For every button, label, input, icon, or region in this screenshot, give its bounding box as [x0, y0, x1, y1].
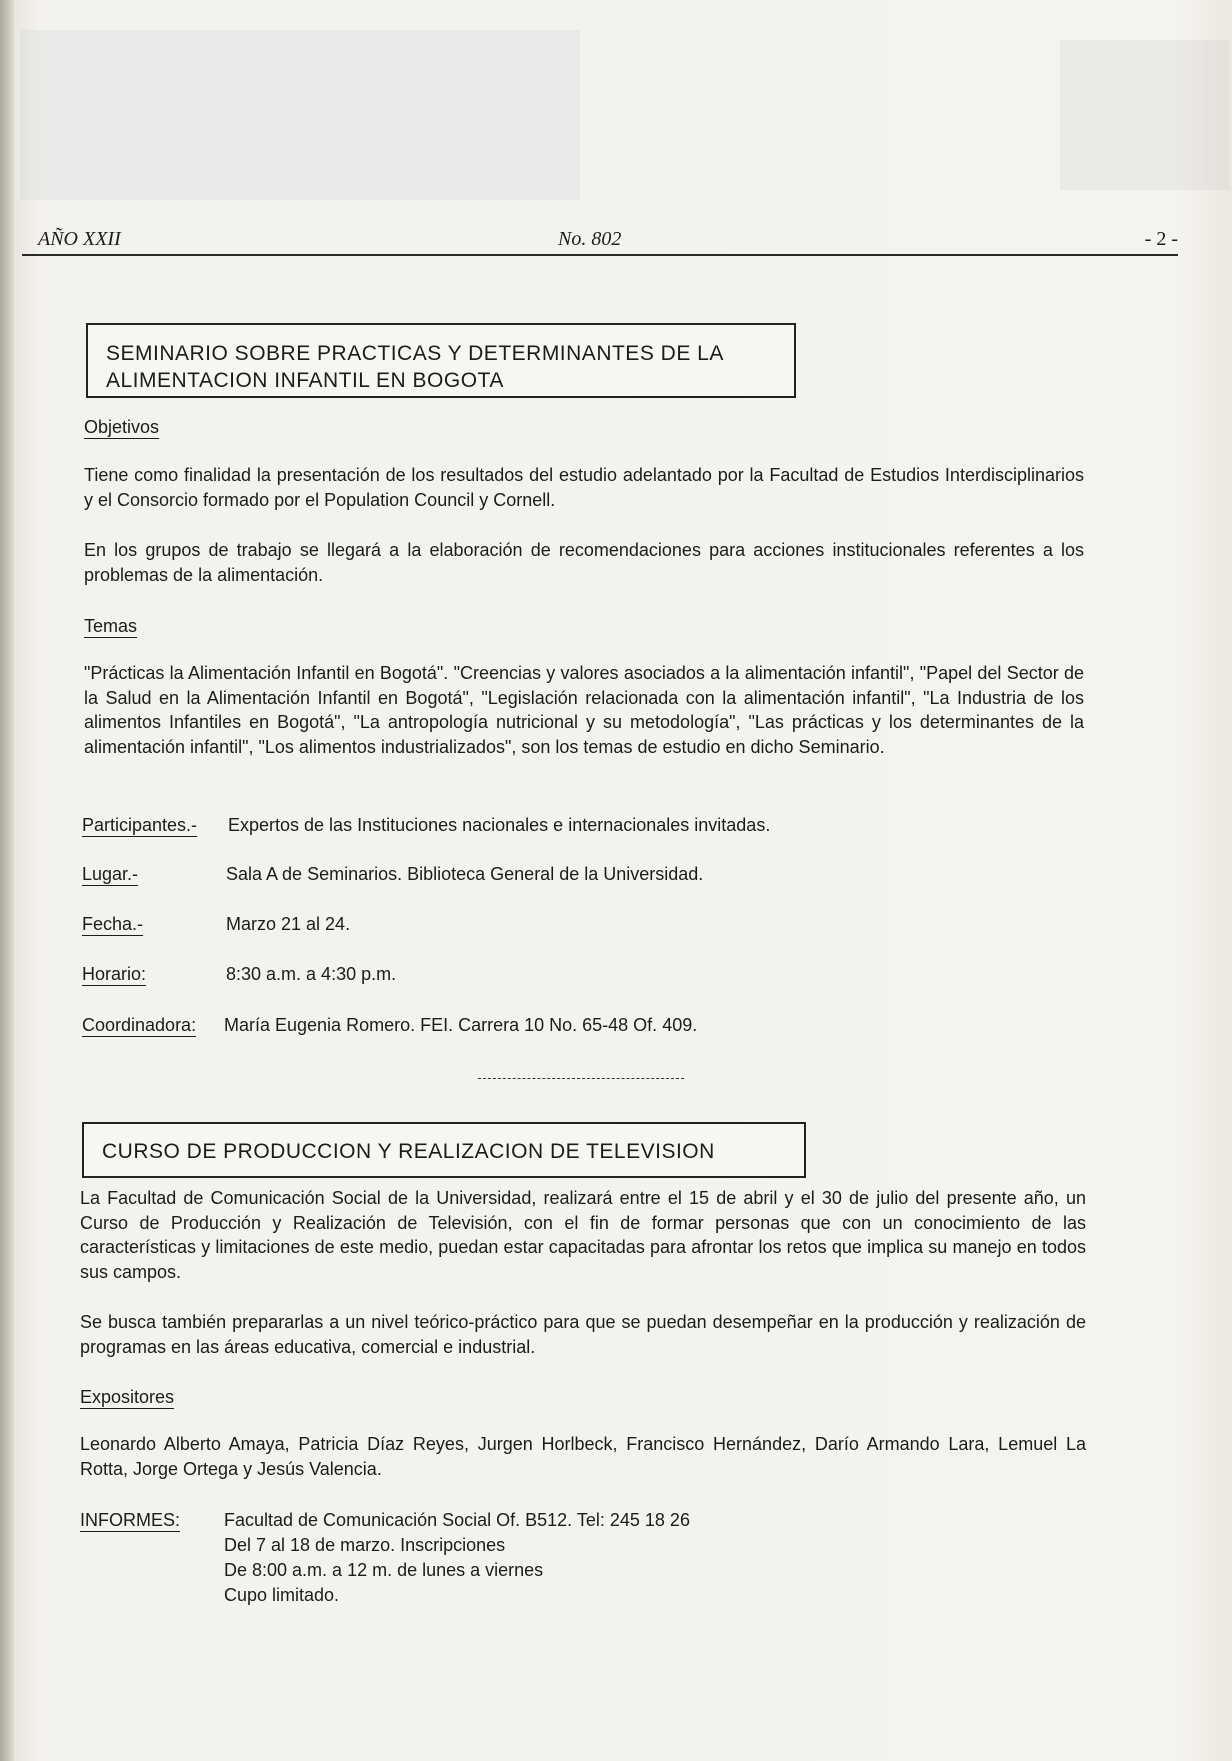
course-paragraph-2: Se busca también prepararlas a un nivel teórico-práctico para que se puedan desempeñar en la producción y realización de programas en las áreas educativa, comercial e industrial. [80, 1312, 1086, 1357]
header-rule [22, 254, 1178, 256]
themes-paragraph: "Prácticas la Alimentación Infantil en Bogotá". "Creencias y valores asociados a la alimentación infantil", "Papel del Sector de la Salud en la Alimentación Infantil en Bogotá", "Legislación relacionada con la alimentación infantil", "La Industria de los alimentos Infantiles en Bogotá", "La antropología nutricional y su metodología", "Las prácticas y los determinantes de la alimentación infantil", "Los alimentos industrializados", son los temas de estudio en dicho Seminario. [84, 663, 1084, 757]
schedule-label: Horario: [82, 964, 147, 984]
info-line-3: De 8:00 a.m. a 12 m. de lunes a viernes [224, 1560, 544, 1580]
bleed-through-shadow [20, 30, 580, 200]
page-number: - 2 - [1144, 228, 1178, 250]
schedule-value: 8:30 a.m. a 4:30 p.m. [226, 964, 397, 984]
info-line-4: Cupo limitado. [224, 1585, 340, 1605]
date-value: Marzo 21 al 24. [226, 914, 351, 934]
participants-label: Participantes.- [82, 815, 198, 835]
place-value: Sala A de Seminarios. Biblioteca General de la Universidad. [226, 864, 704, 884]
course-title-box [82, 1122, 806, 1178]
info-line-1: Facultad de Comunicación Social Of. B512. Tel: 245 18 26 [224, 1510, 690, 1530]
seminar-title-box [86, 323, 796, 398]
info-line-2: Del 7 al 18 de marzo. Inscripciones [224, 1535, 506, 1555]
seminar-title: SEMINARIO SOBRE PRACTICAS Y DETERMINANTES DE LA ALIMENTACION INFANTIL EN BOGOTA [106, 342, 723, 392]
info-label: INFORMES: [80, 1510, 181, 1530]
binding-edge [0, 0, 14, 1761]
issue-year: AÑO XXII [38, 228, 121, 250]
issue-number: No. 802 [558, 228, 622, 250]
course-title: CURSO DE PRODUCCION Y REALIZACION DE TELEVISION [102, 1140, 715, 1163]
themes-label: Temas [84, 616, 138, 636]
participants-value: Expertos de las Instituciones nacionales e internacionales invitadas. [228, 815, 771, 835]
place-label: Lugar.- [82, 864, 139, 884]
bleed-through-shadow [1060, 40, 1230, 190]
objectives-paragraph-2: En los grupos de trabajo se llegará a la elaboración de recomendaciones para acciones institucionales referentes a los problemas de la alimentación. [84, 540, 1084, 585]
date-label: Fecha.- [82, 914, 144, 934]
coordinator-label: Coordinadora: [82, 1015, 197, 1035]
objectives-paragraph-1: Tiene como finalidad la presentación de los resultados del estudio adelantado por la Facultad de Estudios Interdisciplinarios y el Consorcio formado por el Population Council y Cornell. [84, 465, 1084, 510]
speakers-label: Expositores [80, 1387, 175, 1407]
course-paragraph-1: La Facultad de Comunicación Social de la Universidad, realizará entre el 15 de abril y el 30 de julio del presente año, un Curso de Producción y Realización de Televisión, con el fin de formar personas que con un conocimiento de las características y limitaciones de este medio, puedan estar capacitadas para afrontar los retos que implica su manejo en todos sus campos. [80, 1188, 1086, 1282]
objectives-label: Objetivos [84, 417, 160, 437]
coordinator-value: María Eugenia Romero. FEI. Carrera 10 No. 65-48 Of. 409. [224, 1015, 698, 1035]
section-separator [478, 1078, 684, 1079]
speakers-list: Leonardo Alberto Amaya, Patricia Díaz Reyes, Jurgen Horlbeck, Francisco Hernández, Darío Armando Lara, Lemuel La Rotta, Jorge Ortega y Jesús Valencia. [80, 1434, 1086, 1479]
